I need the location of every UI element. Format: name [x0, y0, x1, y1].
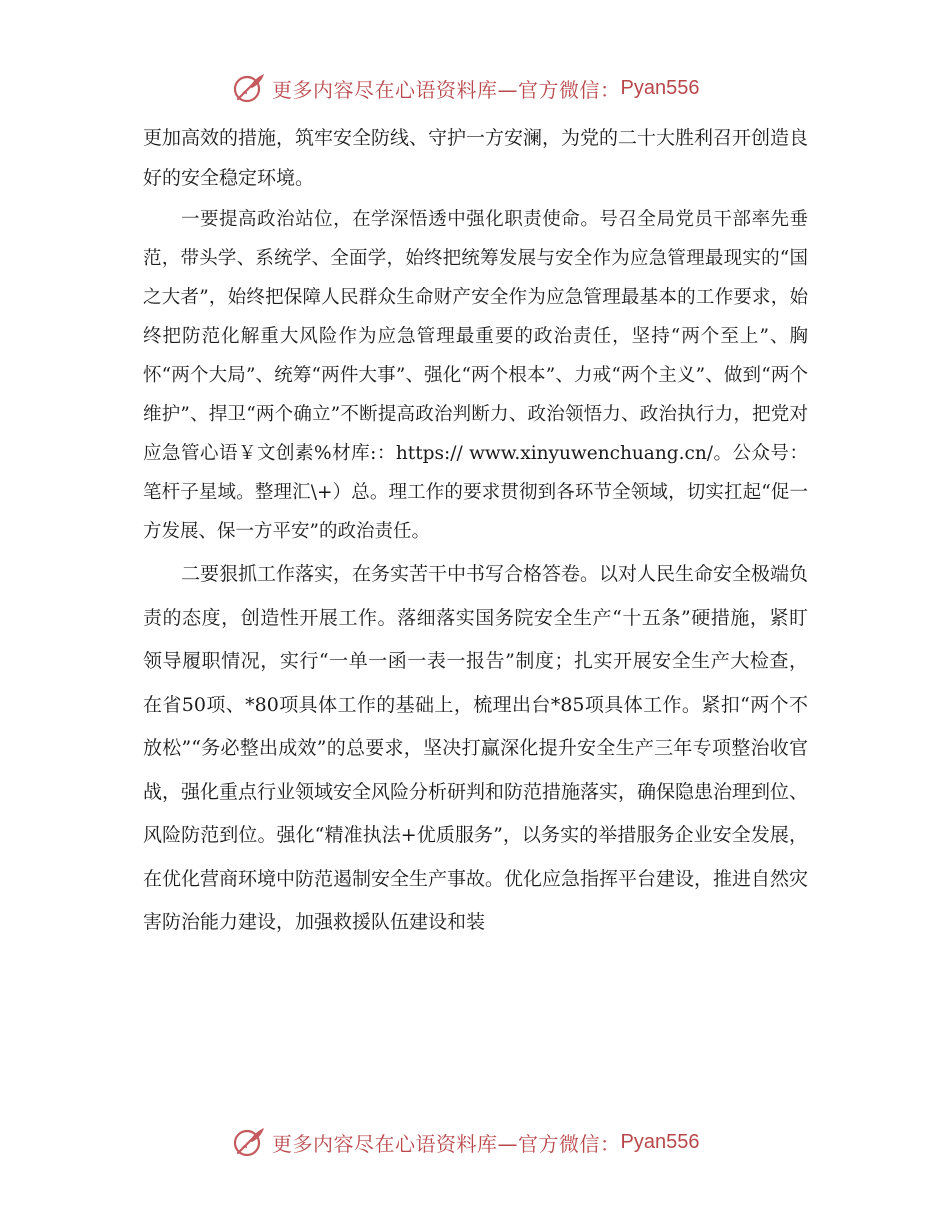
banner-wechat-id: Pyan556: [620, 1130, 700, 1153]
quill-pen-logo-icon: [232, 1125, 266, 1159]
document-body: [143, 118, 808, 945]
paragraph-political-stance: 一要提高政治站位，在学深悟透中强化职责使命。号召全局党员干部率先垂范，带头学、系统学、全面学，始终把统筹发展与安全作为应急管理最现实的“国之大者”，始终把保障人民群众生命财产安全作为应急管理最基本的工作要求，始终把防范化解重大风险作为应急管理最重要的政治责任，坚持“两个至上”、胸怀“两个大局”、统筹“两件大事”、强化“两个根本”、力戒“两个主义”、做到“两个维护”、捍卫“两个确立”不断提高政治判断力、政治领悟力、政治执行力，把党对应急管心语￥文创素%材库:：https:// www.xinyuwenchuang.cn/。公众号：笔杆子星域。整理汇\+）总。理工作的要求贯彻到各环节全领域，切实扛起“促一方发展、保一方平安”的政治责任。: [143, 209, 808, 542]
paragraph-work-implementation: 二要狠抓工作落实，在务实苦干中书写合格答卷。以对人民生命安全极端负责的态度，创造性开展工作。落细落实国务院安全生产“十五条”硬措施，紧盯领导履职情况，实行“一单一函一表一报告”制度；扎实开展安全生产大检查，在省50项、*80项具体工作的基础上，梳理出台*85项具体工作。紧扣“两个不放松”“务必整出成效”的总要求，坚决打赢深化提升安全生产三年专项整治收官战，强化重点行业领域安全风险分析研判和防范措施落实，确保隐患治理到位、风险防范到位。强化“精准执法+优质服务”，以务实的举措服务企业安全发展，在优化营商环境中防范遏制安全生产事故。优化应急指挥平台建设，推进自然灾害防治能力建设，加强救援队伍建设和装: [143, 563, 809, 933]
footer-banner: [232, 1124, 699, 1160]
banner-text: 更多内容尽在心语资料库—官方微信：: [272, 77, 621, 102]
header-banner: [232, 70, 699, 106]
banner-text: 更多内容尽在心语资料库—官方微信：: [272, 1131, 621, 1156]
paragraph-intro: 更加高效的措施，筑牢安全防线、守护一方安澜，为党的二十大胜利召开创造良好的安全稳定环境。: [143, 127, 809, 189]
quill-pen-logo-icon: [232, 71, 266, 105]
banner-wechat-id: Pyan556: [620, 76, 700, 99]
